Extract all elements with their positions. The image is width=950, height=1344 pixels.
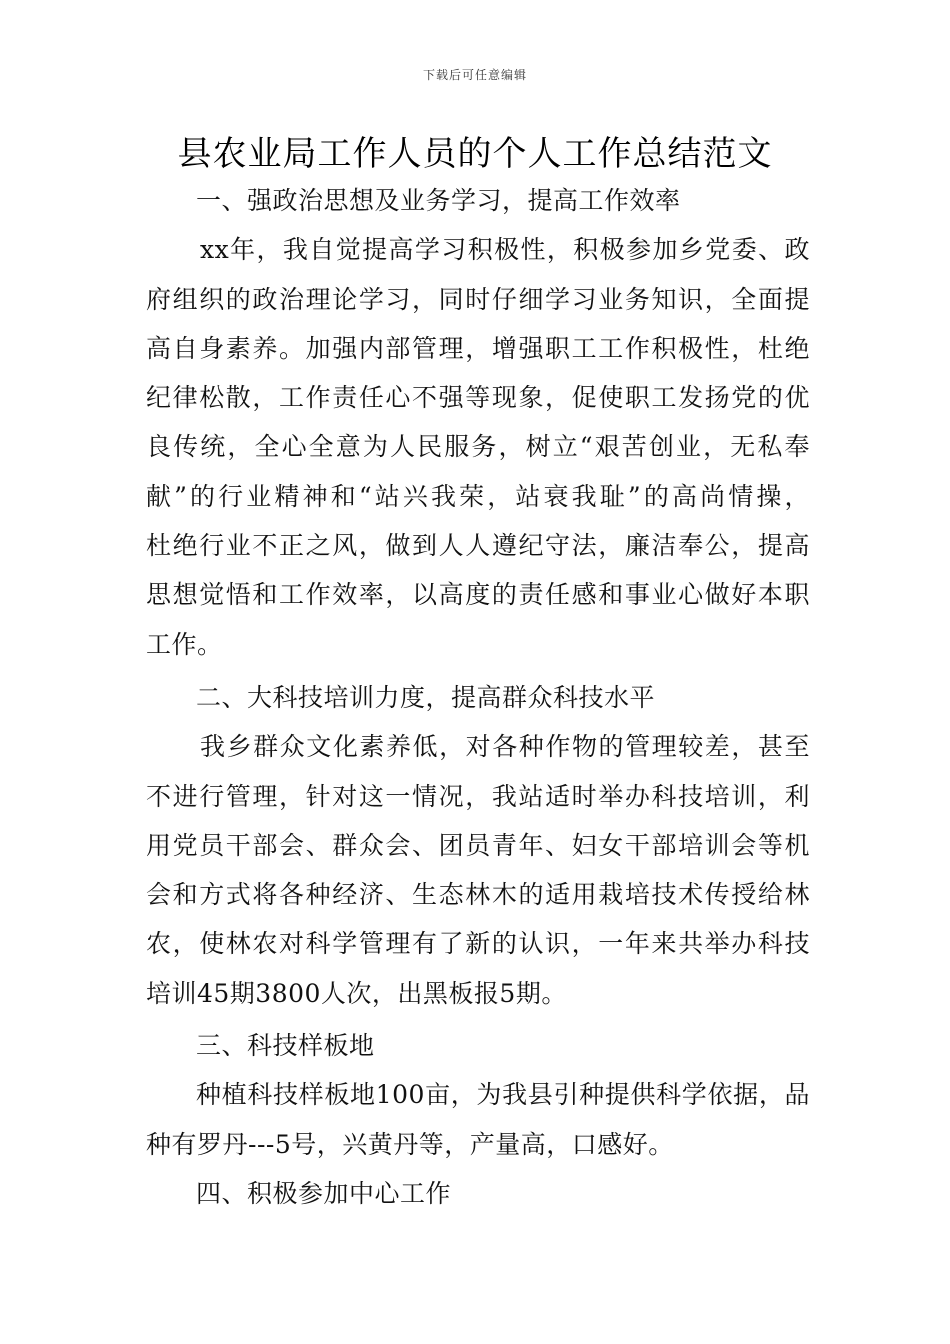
section-heading: 四、积极参加中心工作 — [196, 1179, 452, 1208]
paragraph-line: 农，使林农对科学管理有了新的认识，一年来共举办科技 — [146, 929, 810, 959]
section-4 — [146, 1169, 810, 1218]
paragraph-line: 思想觉悟和工作效率，以高度的责任感和事业心做好本职 — [146, 580, 810, 610]
section-1 — [146, 176, 810, 669]
paragraph-line: 培训45期3800人次，出黑板报5期。 — [146, 978, 567, 1008]
section-3 — [146, 1021, 810, 1169]
paragraph-line: 会和方式将各种经济、生态林木的适用栽培技术传授给林 — [146, 880, 810, 910]
paragraph-line: 种有罗丹---5号，兴黄丹等，产量高，口感好。 — [146, 1129, 674, 1159]
section-2 — [146, 673, 810, 1018]
paragraph-line: 纪律松散，工作责任心不强等现象，促使职工发扬党的优 — [146, 383, 810, 413]
paragraph-line: 工作。 — [146, 629, 223, 659]
paragraph-line: 用党员干部会、群众会、团员青年、妇女干部培训会等机 — [146, 830, 810, 860]
section-heading: 二、大科技培训力度，提高群众科技水平 — [196, 683, 656, 712]
paragraph-line: 种植科技样板地100亩，为我县引种提供科学依据，品 — [196, 1080, 810, 1110]
paragraph-line: 不进行管理，针对这一情况，我站适时举办科技培训，利 — [146, 781, 810, 811]
page-header-note: 下载后可任意编辑 — [422, 68, 527, 82]
paragraph-line: xx年，我自觉提高学习积极性，积极参加乡党委、政 — [200, 235, 810, 265]
paragraph-line: 良传统，全心全意为人民服务，树立“艰苦创业，无私奉 — [146, 432, 810, 462]
paragraph-line: 府组织的政治理论学习，同时仔细学习业务知识，全面提 — [146, 284, 810, 314]
paragraph-line: 杜绝行业不正之风，做到人人遵纪守法，廉洁奉公，提高 — [146, 531, 810, 561]
paragraph-line: 我乡群众文化素养低，对各种作物的管理较差，甚至 — [200, 732, 810, 762]
section-heading: 一、强政治思想及业务学习，提高工作效率 — [196, 186, 681, 215]
section-heading: 三、科技样板地 — [196, 1031, 375, 1060]
document-title: 县农业局工作人员的个人工作总结范文 — [177, 134, 773, 174]
paragraph-line: 献”的行业精神和“站兴我荣，站衰我耻”的高尚情操， — [146, 481, 810, 511]
paragraph-line: 高自身素养。加强内部管理，增强职工工作积极性，杜绝 — [146, 333, 810, 363]
